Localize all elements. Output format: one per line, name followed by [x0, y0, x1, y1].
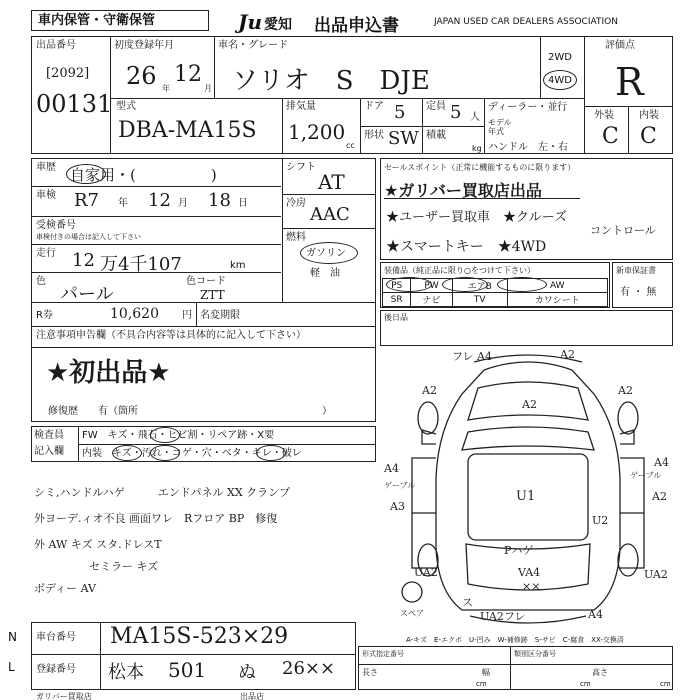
private-use-circle — [66, 164, 106, 184]
handle-label: ハンドル 左・右 — [488, 142, 568, 153]
title-org: 愛知 — [264, 17, 292, 33]
cc-unit: cc — [346, 141, 355, 150]
equip-pw-circle — [442, 277, 488, 292]
repair-history: 修復歴 有（箇所 — [48, 406, 138, 417]
color-value: パール — [60, 284, 114, 305]
equip-tv: TV — [452, 293, 507, 307]
sales-point-label: セールスポイント（正常に機能するものに限ります） — [384, 163, 576, 172]
length-unit: cm — [476, 680, 487, 688]
car-name-value: ソリオ S DJE — [232, 66, 430, 96]
sales-title: ★ガリバー買取店出品 — [384, 181, 542, 200]
inspect-month-unit: 月 — [178, 198, 188, 209]
shift-label: シフト — [286, 162, 316, 173]
car-damage-diagram — [382, 348, 674, 632]
fuel-gasoline: ガソリン — [306, 248, 346, 259]
equip-navi: ナビ — [411, 293, 452, 307]
mileage-rest: 万4千107 — [100, 254, 182, 275]
mark-s: ス — [462, 596, 473, 609]
mark-a2-right2: A2 — [652, 490, 667, 503]
drive-4wd: 4WD — [548, 75, 572, 86]
fuel-light-oil: 軽 油 — [310, 268, 340, 279]
reg-class: 501 — [168, 658, 207, 682]
mark-a2-right: A2 — [618, 384, 633, 397]
ju-logo: Ju — [238, 10, 263, 34]
mark-xx: ×× — [522, 580, 541, 593]
entry-field-label: 記入欄 — [34, 446, 64, 457]
footer-partial-label: 出品店 — [240, 692, 264, 700]
reg-kana: ぬ — [238, 662, 256, 683]
width-unit: cm — [580, 680, 591, 688]
fuel-gasoline-circle — [300, 242, 358, 264]
mark-a2-left: A2 — [422, 384, 437, 397]
color-label: 色 — [36, 276, 46, 287]
shape-spec-label: 形式指定番号 — [362, 650, 404, 658]
km-unit: km — [230, 260, 246, 271]
storage-badge-text: 車内保管・守衛保管 — [38, 13, 156, 28]
interior-line: 内装 キズ・汚れ・コゲ・穴・ベタ・キレ・破レ — [82, 448, 302, 459]
mark-u2: U2 — [592, 514, 609, 527]
note-line-2: 外ヨーデ.ィオ不良 画面ワレ Rフロア BP 修復 — [34, 512, 278, 525]
shift-value: AT — [318, 170, 345, 194]
mark-top-left: フレ A4 — [452, 350, 492, 363]
inspect-year-unit: 年 — [118, 198, 128, 209]
name-grade-label: 車名・グレード — [218, 40, 288, 51]
interior-label: 内装 — [639, 110, 659, 121]
reg-num: 26×× — [282, 658, 336, 679]
reg-city: 松本 — [108, 662, 144, 683]
equip-pw: PW — [411, 279, 452, 293]
mark-ua2-bottom: UA2フレ — [480, 610, 526, 623]
mark-a3-left: A3 — [390, 500, 405, 513]
inspector-label: 検査員 — [34, 430, 64, 441]
drive-2wd: 2WD — [548, 52, 572, 63]
damage-legend: A-キズ E-エクボ U-凹み W-補修跡 S-サビ C-腐食 XX-交換済 — [406, 636, 624, 644]
dealer-parallel: ディーラー・並行 — [488, 102, 568, 113]
equip-airbag-circle — [497, 277, 547, 292]
warranty-label: 新車保証書 — [616, 266, 656, 275]
receipt-no-label: 受検番号 — [36, 220, 76, 231]
doors-value: 5 — [394, 102, 406, 123]
mark-gable-right: ゲーブル — [630, 471, 662, 480]
fw-chip-circle — [150, 427, 180, 443]
drive-4wd-circle — [543, 70, 577, 90]
inspect-month: 12 — [148, 190, 171, 211]
model-label: 型式 — [116, 101, 136, 112]
class-no-label: 類別区分番号 — [514, 650, 556, 658]
mark-gable-left: ゲーブル — [384, 481, 416, 490]
mark-ua2-right: UA2 — [644, 568, 668, 581]
chassis-no-label: 車台番号 — [36, 632, 76, 643]
later-items-label: 後日品 — [384, 313, 408, 322]
score-value: R — [615, 60, 644, 104]
chassis-no-value: MA15S-523×29 — [110, 624, 289, 649]
capacity-unit: 人 — [470, 112, 480, 123]
reg-month: 12 — [174, 62, 202, 87]
aircon-label: 冷房 — [286, 198, 306, 209]
mark-u1: U1 — [516, 489, 536, 504]
mark-ua2-left: UA2 — [414, 566, 438, 579]
notes-header: 注意事項申告欄（不具合内容等は具体的に記入して下さい） — [36, 330, 306, 341]
mark-a4-left: A4 — [384, 462, 399, 475]
first-reg-label: 初度登録年月 — [114, 40, 174, 51]
displacement-label: 排気量 — [286, 101, 316, 112]
inspection-label: 車検 — [36, 190, 56, 201]
car-history-value: 自家用・( ) — [70, 166, 217, 184]
score-label: 評価点 — [605, 40, 635, 51]
length-label: 長さ — [362, 668, 378, 677]
interior-stain-circle — [150, 445, 180, 461]
sales-title-underline — [384, 198, 580, 199]
sales-line1: ★ユーザー買取車 ★クルーズ — [386, 210, 567, 225]
width-label: 幅 — [482, 668, 490, 677]
title-en: JAPAN USED CAR DEALERS ASSOCIATION — [434, 17, 618, 27]
interior-grade: C — [640, 124, 657, 149]
color-code-value: ZTT — [200, 288, 225, 302]
sales-line1b: コントロール — [590, 224, 656, 237]
inspect-era: R7 — [74, 190, 100, 211]
mark-a4-bottom: A4 — [588, 608, 603, 621]
later-items-frame — [380, 310, 673, 346]
fuel-label: 燃料 — [286, 232, 306, 243]
kg-unit: kg — [472, 144, 482, 153]
warranty-value: 有 ・ 無 — [620, 287, 657, 298]
equip-ps-circle — [386, 277, 432, 292]
receipt-note: 車検付きの場合は記入して下さい — [36, 233, 141, 241]
sales-line2: ★スマートキー ★4WD — [386, 239, 547, 255]
recycle-label: R券 — [36, 310, 53, 321]
note-line-3: 外 AW キズ スタ.ドレスT — [34, 538, 162, 551]
shape-value: SW — [388, 128, 419, 149]
equip-airbag: エアB — [452, 279, 507, 293]
yen-unit: 円 — [182, 310, 192, 321]
capacity-label: 定員 — [426, 101, 446, 112]
reg-no-label: 登録番号 — [36, 664, 76, 675]
fw-line: FW キズ・飛石・ヒビ割・リペア跡・X要 — [82, 430, 275, 441]
capacity-value: 5 — [450, 102, 462, 123]
note-line-1: シミ,ハンドルハゲ エンドパネル XX クランプ — [34, 486, 291, 499]
inspect-day: 18 — [208, 190, 231, 211]
interior-sticky-circle — [256, 445, 286, 461]
exterior-label: 外装 — [594, 110, 614, 121]
equipment-label: 装備品（純正品に限り○をつけて下さい） — [384, 266, 535, 275]
mark-roof-a2: A2 — [522, 398, 537, 411]
inspect-day-unit: 日 — [238, 198, 248, 209]
note-line-5: ボディー AV — [34, 582, 96, 595]
model-value: DBA-MA15S — [118, 118, 257, 143]
mark-va4: VA4 — [518, 566, 541, 579]
exterior-grade: C — [602, 124, 619, 149]
equip-ps: PS — [383, 279, 411, 293]
interior-scratch-circle — [112, 445, 142, 461]
height-label: 高さ — [592, 668, 608, 677]
mark-a4-right: A4 — [654, 456, 669, 469]
lot-bracket: [2092] — [46, 66, 90, 81]
car-history-label: 車歴 — [36, 162, 56, 173]
note-line-4: セミラー キズ — [34, 560, 159, 573]
mileage-man: 12 — [72, 250, 95, 271]
height-unit: cm — [660, 680, 671, 688]
load-label: 積載 — [426, 130, 446, 141]
spare-label: スペア — [400, 609, 424, 618]
reg-month-unit: 月 — [204, 84, 212, 93]
lot-no-value: 00131 — [36, 90, 113, 118]
equip-sr: SR — [383, 293, 411, 307]
equip-aw: AW — [507, 279, 607, 293]
first-listing: ★初出品★ — [46, 358, 171, 388]
name-change-label: 名変期限 — [200, 310, 240, 321]
reg-year: 26 — [126, 62, 157, 90]
aircon-value: AAC — [310, 204, 350, 225]
lot-no-label: 出品番号 — [36, 40, 76, 51]
reg-year-unit: 年 — [162, 84, 170, 93]
shape-label: 形状 — [364, 130, 384, 141]
mark-top-mid: A2 — [560, 348, 575, 361]
mark-p-hage: Pハゲ — [504, 544, 534, 557]
footer-partial: ガリバー買取店 — [36, 692, 92, 700]
mileage-label: 走行 — [36, 248, 56, 259]
equip-leather: カワシート — [507, 293, 607, 307]
recycle-value: 10,620 — [110, 306, 159, 322]
displacement-value: 1,200 — [288, 120, 346, 144]
margin-l: L — [8, 660, 15, 674]
color-code-label: 色コード — [186, 276, 226, 287]
title-main: 出品申込書 — [314, 16, 399, 36]
model-year-label: モデル 年式 — [488, 118, 512, 136]
margin-n: N — [8, 630, 17, 644]
repair-close: ） — [322, 406, 332, 417]
doors-label: ドア — [364, 101, 384, 112]
